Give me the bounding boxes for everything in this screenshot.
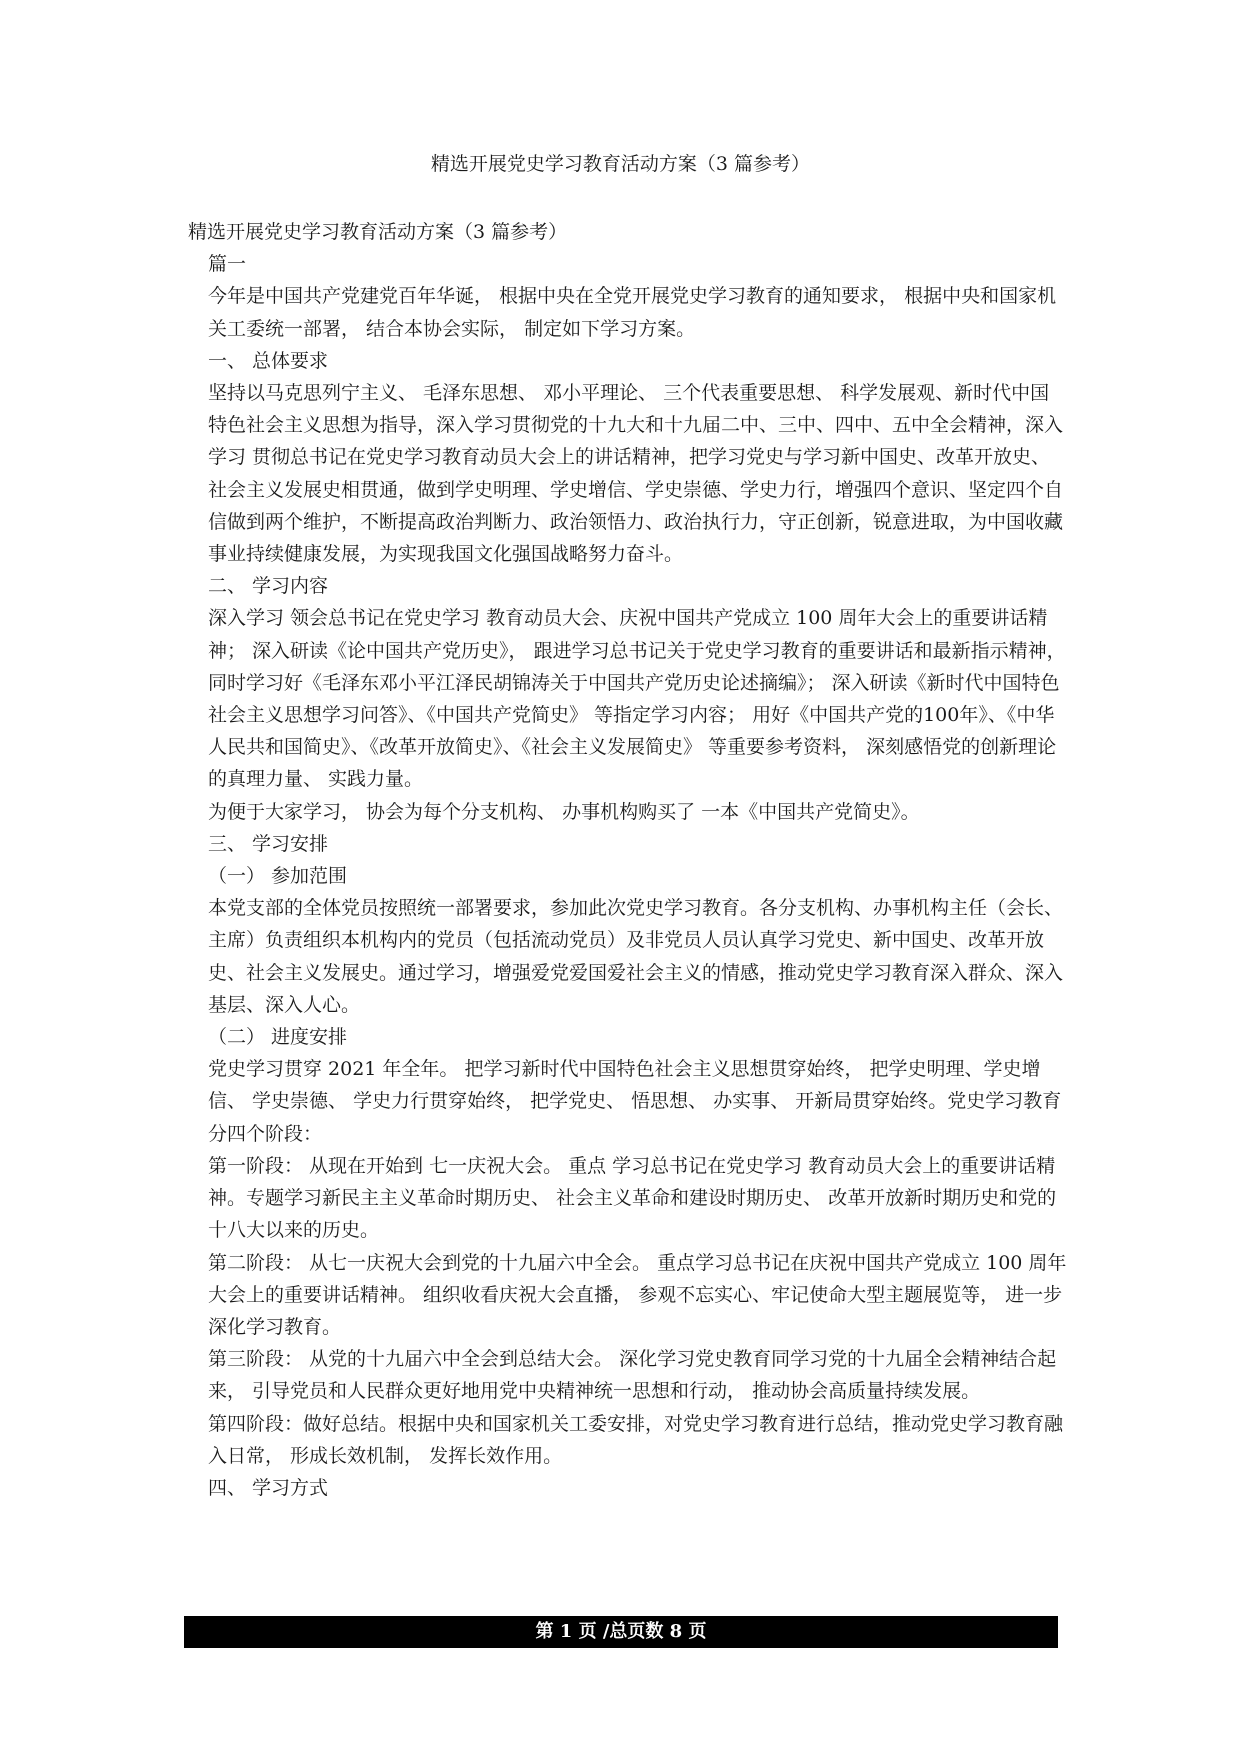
page-footer: 第 1 页 /总页数 8 页 (184, 1616, 1058, 1648)
paragraph: 党史学习贯穿 2021 年全年。 把学习新时代中国特色社会主义思想贯穿始终， 把学史明理、学史增信、 学史崇德、 学史力行贯穿始终， 把学党史、 悟思想、 办实事、 开新局贯穿始终。党史学习教育分四个阶段： (208, 1058, 1062, 1145)
paragraph: 第二阶段： 从七一庆祝大会到党的十九届六中全会。 重点学习总书记在庆祝中国共产党成立 100 周年大会上的重要讲话精神。 组织收看庆祝大会直播， 参观不忘实心、牢记使命大型主题展览等， 进一步深化学习教育。 (208, 1251, 1067, 1338)
document-body (188, 216, 1068, 1504)
section-heading: 三、 学习安排 (208, 832, 329, 855)
section-heading: 二、 学习内容 (208, 575, 329, 598)
subsection-heading: （二） 进度安排 (208, 1026, 348, 1049)
paragraph: 坚持以马克思列宁主义、 毛泽东思想、 邓小平理论、 三个代表重要思想、 科学发展观、新时代中国特色社会主义思想为指导，深入学习贯彻党的十九大和十九届二中、三中、四中、五中全会精神，深入学习 贯彻总书记在党史学习教育动员大会上的讲话精神，把学习党史与学习新中国史、改革开放史、社会主义发展史相贯通，做到学史明理、学史增信、学史崇德、学史力行，增强四个意识、坚定四个自信做到两个维护，不断提高政治判断力、政治领悟力、政治执行力，守正创新，锐意进取，为中国收藏事业持续健康发展，为实现我国文化强国战略努力奋斗。 (208, 382, 1064, 566)
paragraph: 深入学习 领会总书记在党史学习 教育动员大会、庆祝中国共产党成立 100 周年大会上的重要讲话精神； 深入研读《论中国共产党历史》， 跟进学习总书记关于党史学习教育的重要讲话和最新指示精神， 同时学习好《毛泽东邓小平江泽民胡锦涛关于中国共产党历史论述摘编》； 深入研读《新时代中国特色社会主义思想学习问答》、《中国共产党简史》 等指定学习内容； 用好《中国共产党的100年》、《中华人民共和国简史》、《改革开放简史》、《社会主义发展简史》 等重要参考资料， 深刻感悟党的创新理论的真理力量、 实践力量。 (208, 607, 1066, 791)
paragraph: 今年是中国共产党建党百年华诞， 根据中央在全党开展党史学习教育的通知要求， 根据中央和国家机关工委统一部署， 结合本协会实际， 制定如下学习方案。 (208, 285, 1057, 340)
paragraph: 第四阶段：做好总结。根据中央和国家机关工委安排，对党史学习教育进行总结，推动党史学习教育融入日常， 形成长效机制， 发挥长效作用。 (208, 1412, 1064, 1467)
paragraph: 精选开展党史学习教育活动方案（3 篇参考） (188, 221, 568, 243)
section-heading: 四、 学习方式 (208, 1476, 329, 1499)
subsection-heading: （一） 参加范围 (208, 865, 348, 888)
paragraph: 为便于大家学习， 协会为每个分支机构、 办事机构购买了 一本《中国共产党简史》。 (208, 800, 920, 823)
paragraph: 第三阶段： 从党的十九届六中全会到总结大会。 深化学习党史教育同学习党的十九届全会精神结合起来， 引导党员和人民群众更好地用党中央精神统一思想和行动， 推动协会高质量持续发展。 (208, 1348, 1057, 1403)
paragraph: 第一阶段： 从现在开始到 七一庆祝大会。 重点 学习总书记在党史学习 教育动员大会上的重要讲话精神。专题学习新民主主义革命时期历史、 社会主义革命和建设时期历史、 改革开放新时期历史和党的十八大以来的历史。 (208, 1154, 1057, 1242)
page-title: 精选开展党史学习教育活动方案（3 篇参考） (430, 153, 811, 175)
paragraph: 篇一 (208, 253, 247, 276)
paragraph: 本党支部的全体党员按照统一部署要求，参加此次党史学习教育。各分支机构、办事机构主任（会长、主席）负责组织本机构内的党员（包括流动党员）及非党员人员认真学习党史、新中国史、改革开放史、社会主义发展史。通过学习，增强爱党爱国爱社会主义的情感，推动党史学习教育深入群众、深入基层、深入人心。 (208, 897, 1064, 1016)
section-heading: 一、 总体要求 (208, 349, 329, 372)
